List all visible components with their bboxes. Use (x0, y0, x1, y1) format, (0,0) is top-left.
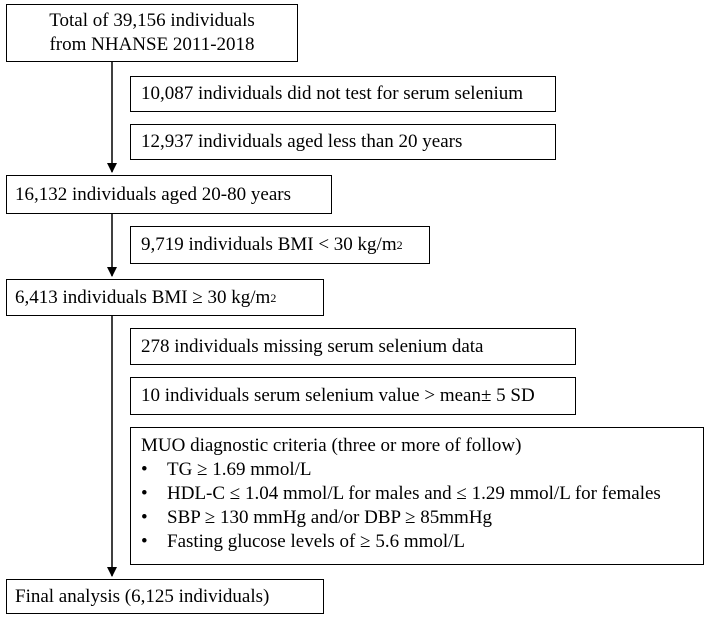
start-box-line2: from NHANSE 2011-2018 (49, 34, 255, 55)
criteria-item-tg-label: TG ≥ 1.69 mmol/L (167, 459, 312, 480)
step3-box-label: 6,413 individuals BMI ≥ 30 kg/m (15, 286, 271, 308)
exclusion-under-20-label: 12,937 individuals aged less than 20 years (141, 131, 463, 152)
criteria-item-bp (141, 506, 703, 530)
criteria-item-tg (141, 458, 703, 482)
exclusion-no-selenium-test (130, 76, 556, 112)
final-box-label: Final analysis (6,125 individuals) (15, 585, 270, 607)
bullet-icon: • (141, 483, 148, 504)
bullet-icon: • (141, 459, 148, 480)
final-box (6, 579, 324, 614)
start-box (6, 4, 298, 62)
criteria-item-glucose (141, 530, 703, 554)
muo-criteria-title: MUO diagnostic criteria (three or more of follow) (141, 435, 522, 456)
criteria-item-hdl-label: HDL-C ≤ 1.04 mmol/L for males and ≤ 1.29 mmol/L for females (167, 483, 661, 504)
exclusion-missing-selenium (130, 328, 576, 365)
start-box-line1: Total of 39,156 individuals (49, 10, 255, 31)
step2-box-label: 16,132 individuals aged 20-80 years (15, 183, 291, 205)
bullet-icon: • (141, 531, 148, 552)
exclusion-selenium-outlier (130, 377, 576, 415)
step2-box (6, 175, 332, 214)
criteria-item-bp-label: SBP ≥ 130 mmHg and/or DBP ≥ 85mmHg (167, 507, 493, 528)
bullet-icon: • (141, 507, 148, 528)
exclusion-missing-selenium-label: 278 individuals missing serum selenium data (141, 335, 484, 357)
exclusion-under-20 (130, 124, 556, 160)
criteria-item-glucose-label: Fasting glucose levels of ≥ 5.6 mmol/L (167, 531, 466, 552)
criteria-item-hdl (141, 482, 703, 506)
step3-box: 6,413 individuals BMI ≥ 30 kg/m 2 (6, 279, 324, 316)
muo-criteria-box (130, 427, 704, 565)
exclusion-selenium-outlier-label: 10 individuals serum selenium value > mean± 5 SD (141, 385, 535, 406)
exclusion-no-selenium-test-label: 10,087 individuals did not test for serum selenium (141, 83, 524, 104)
exclusion-bmi-under-30: 9,719 individuals BMI < 30 kg/m 2 (130, 226, 430, 264)
exclusion-bmi-under-30-label: 9,719 individuals BMI < 30 kg/m (141, 234, 397, 255)
